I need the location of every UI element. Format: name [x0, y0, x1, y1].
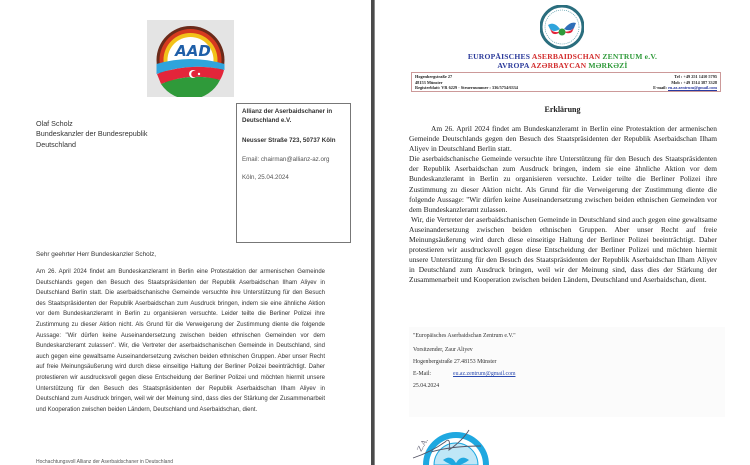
recipient-name: Olaf Scholz	[36, 119, 73, 128]
recipient-address	[36, 119, 147, 150]
org-title-azerbaijani	[375, 62, 750, 71]
contact-address-line1: Hogenbergstraße 27	[415, 74, 453, 79]
declaration-heading: Erklärung	[544, 105, 581, 114]
stamp-and-signature	[411, 422, 511, 465]
contact-address	[415, 74, 518, 91]
contact-email-row	[653, 85, 717, 91]
salutation: Sehr geehrter Herr Bundeskanzler Scholz,	[36, 251, 157, 258]
declaration-paragraph: Am 26. April 2024 findet am Bundeskanzleramt in Berlin eine Protestaktion der armenischen Gemeinde Deutschlands gegen den Besuch des Staatspräsidenten der Republik Aserbaidschan Ilham Aliyev in Deutschland Berlin statt.	[409, 124, 717, 154]
declaration-paragraph: Die aserbaidschanische Gemeinde versuchte ihre Unterstützung für den Besuch des Staatspräsidenten der Republik Aserbaidschan zum Ausdruck bringen, indem sie eine ähnliche Aktion vor dem Bundeskanzleramt in Berlin zu organisieren versuchte. Leider teilte die Berliner Polizei ihre Zustimmung zu dieser Aktion nicht. Als Grund für die Verweigerung der Zustimmung diente die folgende Aussage: "Wir dürfen keine Auseinandersetzung zwischen beiden ethnischen Gemeinden vor dem Bundeskanzleramt zulassen.	[409, 154, 717, 214]
aad-logo-text: AAD	[175, 42, 211, 60]
signature-org: "Europäisches Aserbaidschan Zentrum e.V."	[413, 333, 516, 339]
aad-logo	[147, 20, 234, 97]
sender-email: Email: chairman@allianz-az.org	[242, 156, 330, 163]
contact-tel: Tel : +49 251 1410 5795	[674, 74, 717, 79]
declaration-paragraph: Wir, die Vertreter der aserbaidschanischen Gemeinde in Deutschland sind auch gegen eine gewaltsame Auseinandersetzung zwischen beiden ethnischen Gruppen. Aber unser Recht auf freie Meinungsäußerung wird durch diese einseitige Haltung der Berliner Polizei beeinträchtigt. Daher protestieren wir ausdrucksvoll gegen diese Entscheidung der Berliner Polizei und möchten hiermit unsere Unterstützung für den Besuch des Staatspräsidenten der Republik Aserbaidschan Ilham Aliyev in Deutschland zum Ausdruck bringen, weil wir der Meinung sind, dass dies der Stärkung der Zusammenarbeit und Kooperation zwischen beiden Ländern, Deutschland und Aserbaidschan, dient.	[409, 214, 717, 285]
declaration-body	[409, 124, 717, 286]
letter-body: Am 26. April 2024 findet am Bundeskanzleramt in Berlin eine Protestaktion der armenischen Gemeinde Deutschlands gegen den Besuch des Staatspräsidenten der Republik Aserbaidschan Ilham Aliyev in Deutschland Berlin statt. Die aserbaidschanische Gemeinde versuchte ihre Unterstützung für den Besuch des Staatspräsidenten der Republik Aserbaidschan zum Ausdruck bringen, indem sie eine ähnliche Aktion vor dem Bundeskanzleramt in Berlin zu organisieren versuchte. Leider teilte die Berliner Polizei ihre Zustimmung zu dieser Aktion nicht. Als Grund für die Verweigerung der Zustimmung diente die folgende Aussage: "Wir dürfen keine Auseinandersetzung zwischen beiden ethnischen Gemeinden vor dem Bundeskanzleramt zulassen". Wir, die Vertreter der aserbaidschanischen Gemeinde in Deutschland, sind auch gegen eine gewaltsame Auseinandersetzung zwischen beiden ethnischen Gruppen. Aber unser Recht auf freie Meinungsäußerung wird durch diese einseitige Haltung der Berliner Polizei beeinträchtigt. Daher protestieren wir ausdrucksvoll gegen diese Entscheidung der Berliner Polizei und möchten hiermit unsere Unterstützung für den Besuch des Staatspräsidenten der Republik Aserbaidschan Ilham Aliyev in Deutschland zum Ausdruck bringen, weil wir der Meinung sind, dass dies der Stärkung der Zusammenarbeit und Kooperation zwischen beiden Ländern, Deutschland und Aserbaidschan, dient.	[36, 269, 325, 413]
contact-info-box	[411, 72, 721, 92]
org-title-german-part1: EUROPÄISCHES	[467, 52, 532, 61]
sender-info-box	[236, 103, 351, 243]
recipient-title-line2: Deutschland	[36, 139, 76, 149]
org-title-az-part1: AVROPA	[497, 61, 531, 70]
closing-line-cutoff: Hochachtungsvoll Allianz der Aserbaidschaner in Deutschland	[36, 459, 174, 465]
eaz-logo	[540, 5, 584, 49]
contact-address-line2: 48153 Münster	[415, 79, 443, 85]
aad-emblem-icon	[147, 20, 234, 97]
sender-org-line1: Allianz der Aserbaidschaner in	[242, 108, 333, 115]
contact-email-label: E-mail:	[653, 85, 669, 91]
org-title-german-part3: ZENTRUM e.V.	[602, 52, 658, 61]
contact-phone-email	[653, 74, 717, 91]
signature-address: Hogenbergstraße 27.48153 Münster	[413, 359, 497, 365]
stamp-icon	[411, 422, 511, 465]
signature-chair: Vorsitzender, Zaur Aliyev	[413, 347, 473, 353]
sender-address: Neusser Straße 723, 50737 Köln	[242, 137, 336, 144]
right-letter-page	[375, 0, 750, 465]
org-title-german-part2: ASERBAIDSCHAN	[531, 52, 603, 61]
contact-mobile: Mob : +49 1514 387 3328	[671, 79, 717, 85]
sender-org-line2: Deutschland e.V.	[242, 117, 292, 124]
signature-email-row	[413, 371, 515, 378]
org-title-az-part2: AZƏRBAYCAN	[530, 61, 589, 70]
org-title-az-part3: MƏRKƏZİ	[588, 61, 628, 70]
eaz-emblem-icon	[540, 5, 584, 49]
signature-email-label: E-Mail:	[413, 371, 432, 377]
handwritten-initials: Z.A.	[415, 436, 430, 453]
sender-place-date: Köln, 25.04.2024	[242, 174, 289, 181]
signature-email-link[interactable]: eu.az.zentrum@gmail.com	[453, 371, 516, 377]
left-letter-page	[0, 0, 371, 465]
recipient-title-line1: Bundeskanzler der Bundesrepublik	[36, 129, 148, 139]
header-email-link[interactable]: eu.az.zentrum@gmail.com	[668, 85, 717, 91]
signature-date: 25.04.2024	[413, 383, 440, 389]
contact-register: Registerblatt: VR 6229 · Steuernummer : 336/5754/6334	[415, 85, 518, 91]
signature-block	[409, 327, 725, 417]
